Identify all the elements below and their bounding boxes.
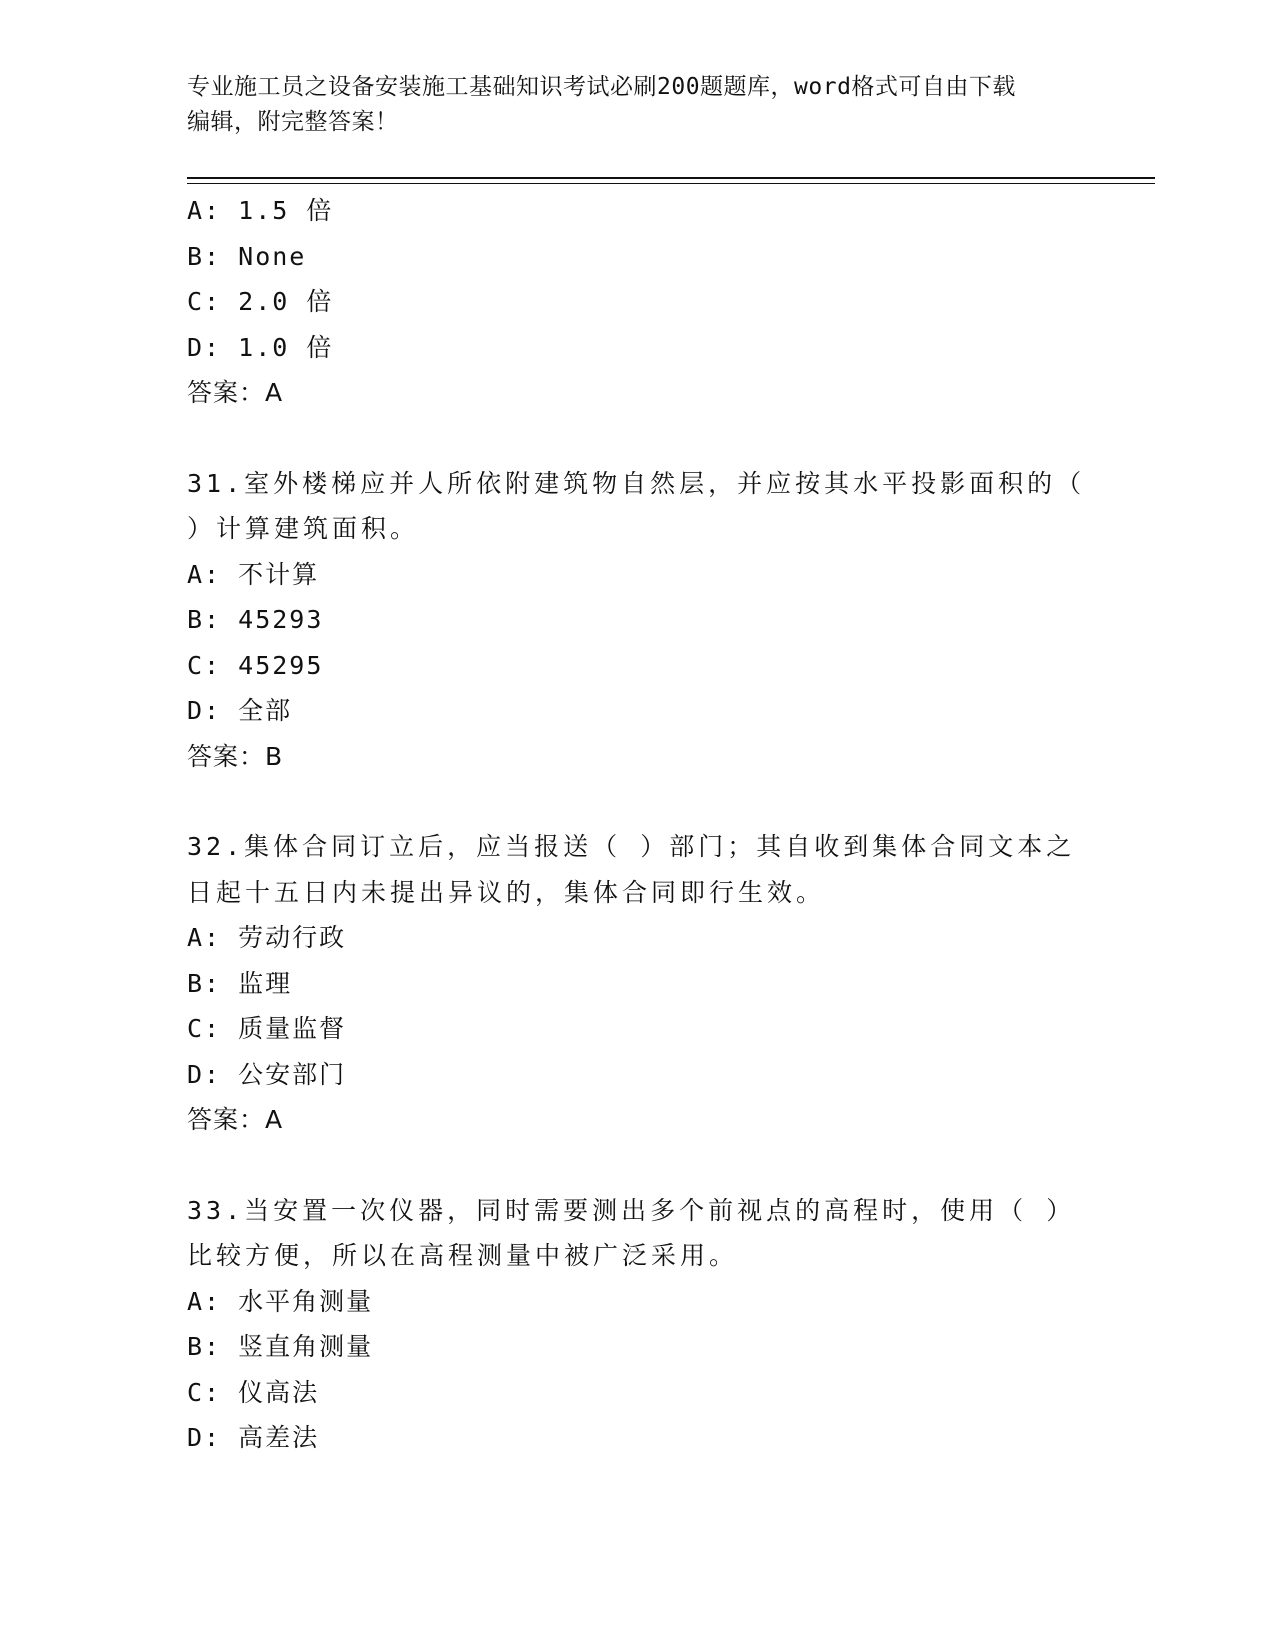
header-divider-thin	[187, 183, 1155, 184]
question-stem-line-2: ）计算建筑面积。	[187, 514, 420, 543]
option-a: A: 水平角测量	[187, 1286, 374, 1316]
question-spacer	[187, 416, 1087, 461]
option-d: D: 高差法	[187, 1423, 320, 1452]
option-d: D: 公安部门	[187, 1059, 347, 1089]
header-line-1: 专业施工员之设备安装施工基础知识考试必刷200题题库，word格式可自由下载	[187, 74, 1016, 100]
question-list	[187, 188, 1087, 1461]
header-line-2: 编辑，附完整答案！	[187, 109, 399, 135]
question-31	[187, 461, 1087, 780]
question-stem-line-2: 日起十五日内未提出异议的，集体合同即行生效。	[187, 877, 826, 907]
option-a: A: 1.5 倍	[187, 196, 334, 225]
option-a: A: 不计算	[187, 559, 320, 589]
header-divider-thick	[187, 177, 1155, 179]
option-d: D: 1.0 倍	[187, 332, 334, 362]
answer-line: 答案：A	[187, 378, 284, 407]
document-header	[187, 70, 1067, 140]
option-a: A: 劳动行政	[187, 923, 347, 952]
question-spacer	[187, 1143, 1087, 1188]
option-b: B: 监理	[187, 968, 293, 998]
question-spacer	[187, 779, 1087, 824]
answer-line: 答案：A	[187, 1105, 284, 1134]
question-32	[187, 824, 1087, 1143]
question-stem-line-1: 32.集体合同订立后，应当报送（ ）部门；其自收到集体合同文本之	[187, 832, 1076, 861]
option-d: D: 全部	[187, 696, 293, 725]
question-stem-line-1: 33.当安置一次仪器，同时需要测出多个前视点的高程时，使用（ ）	[187, 1195, 1076, 1225]
option-b: B: 竖直角测量	[187, 1332, 374, 1361]
option-b: B: 45293	[187, 605, 324, 634]
option-c: C: 45295	[187, 650, 324, 680]
question-stem-line-1: 31.室外楼梯应并人所依附建筑物自然层，并应按其水平投影面积的（	[187, 468, 1086, 498]
question-30-tail	[187, 188, 1087, 416]
option-c: C: 2.0 倍	[187, 287, 334, 316]
answer-line: 答案：B	[187, 741, 284, 771]
option-c: C: 仪高法	[187, 1377, 320, 1407]
option-c: C: 质量监督	[187, 1014, 347, 1043]
option-b: B: None	[187, 241, 307, 271]
question-stem-line-2: 比较方便，所以在高程测量中被广泛采用。	[187, 1241, 739, 1270]
question-33	[187, 1188, 1087, 1461]
